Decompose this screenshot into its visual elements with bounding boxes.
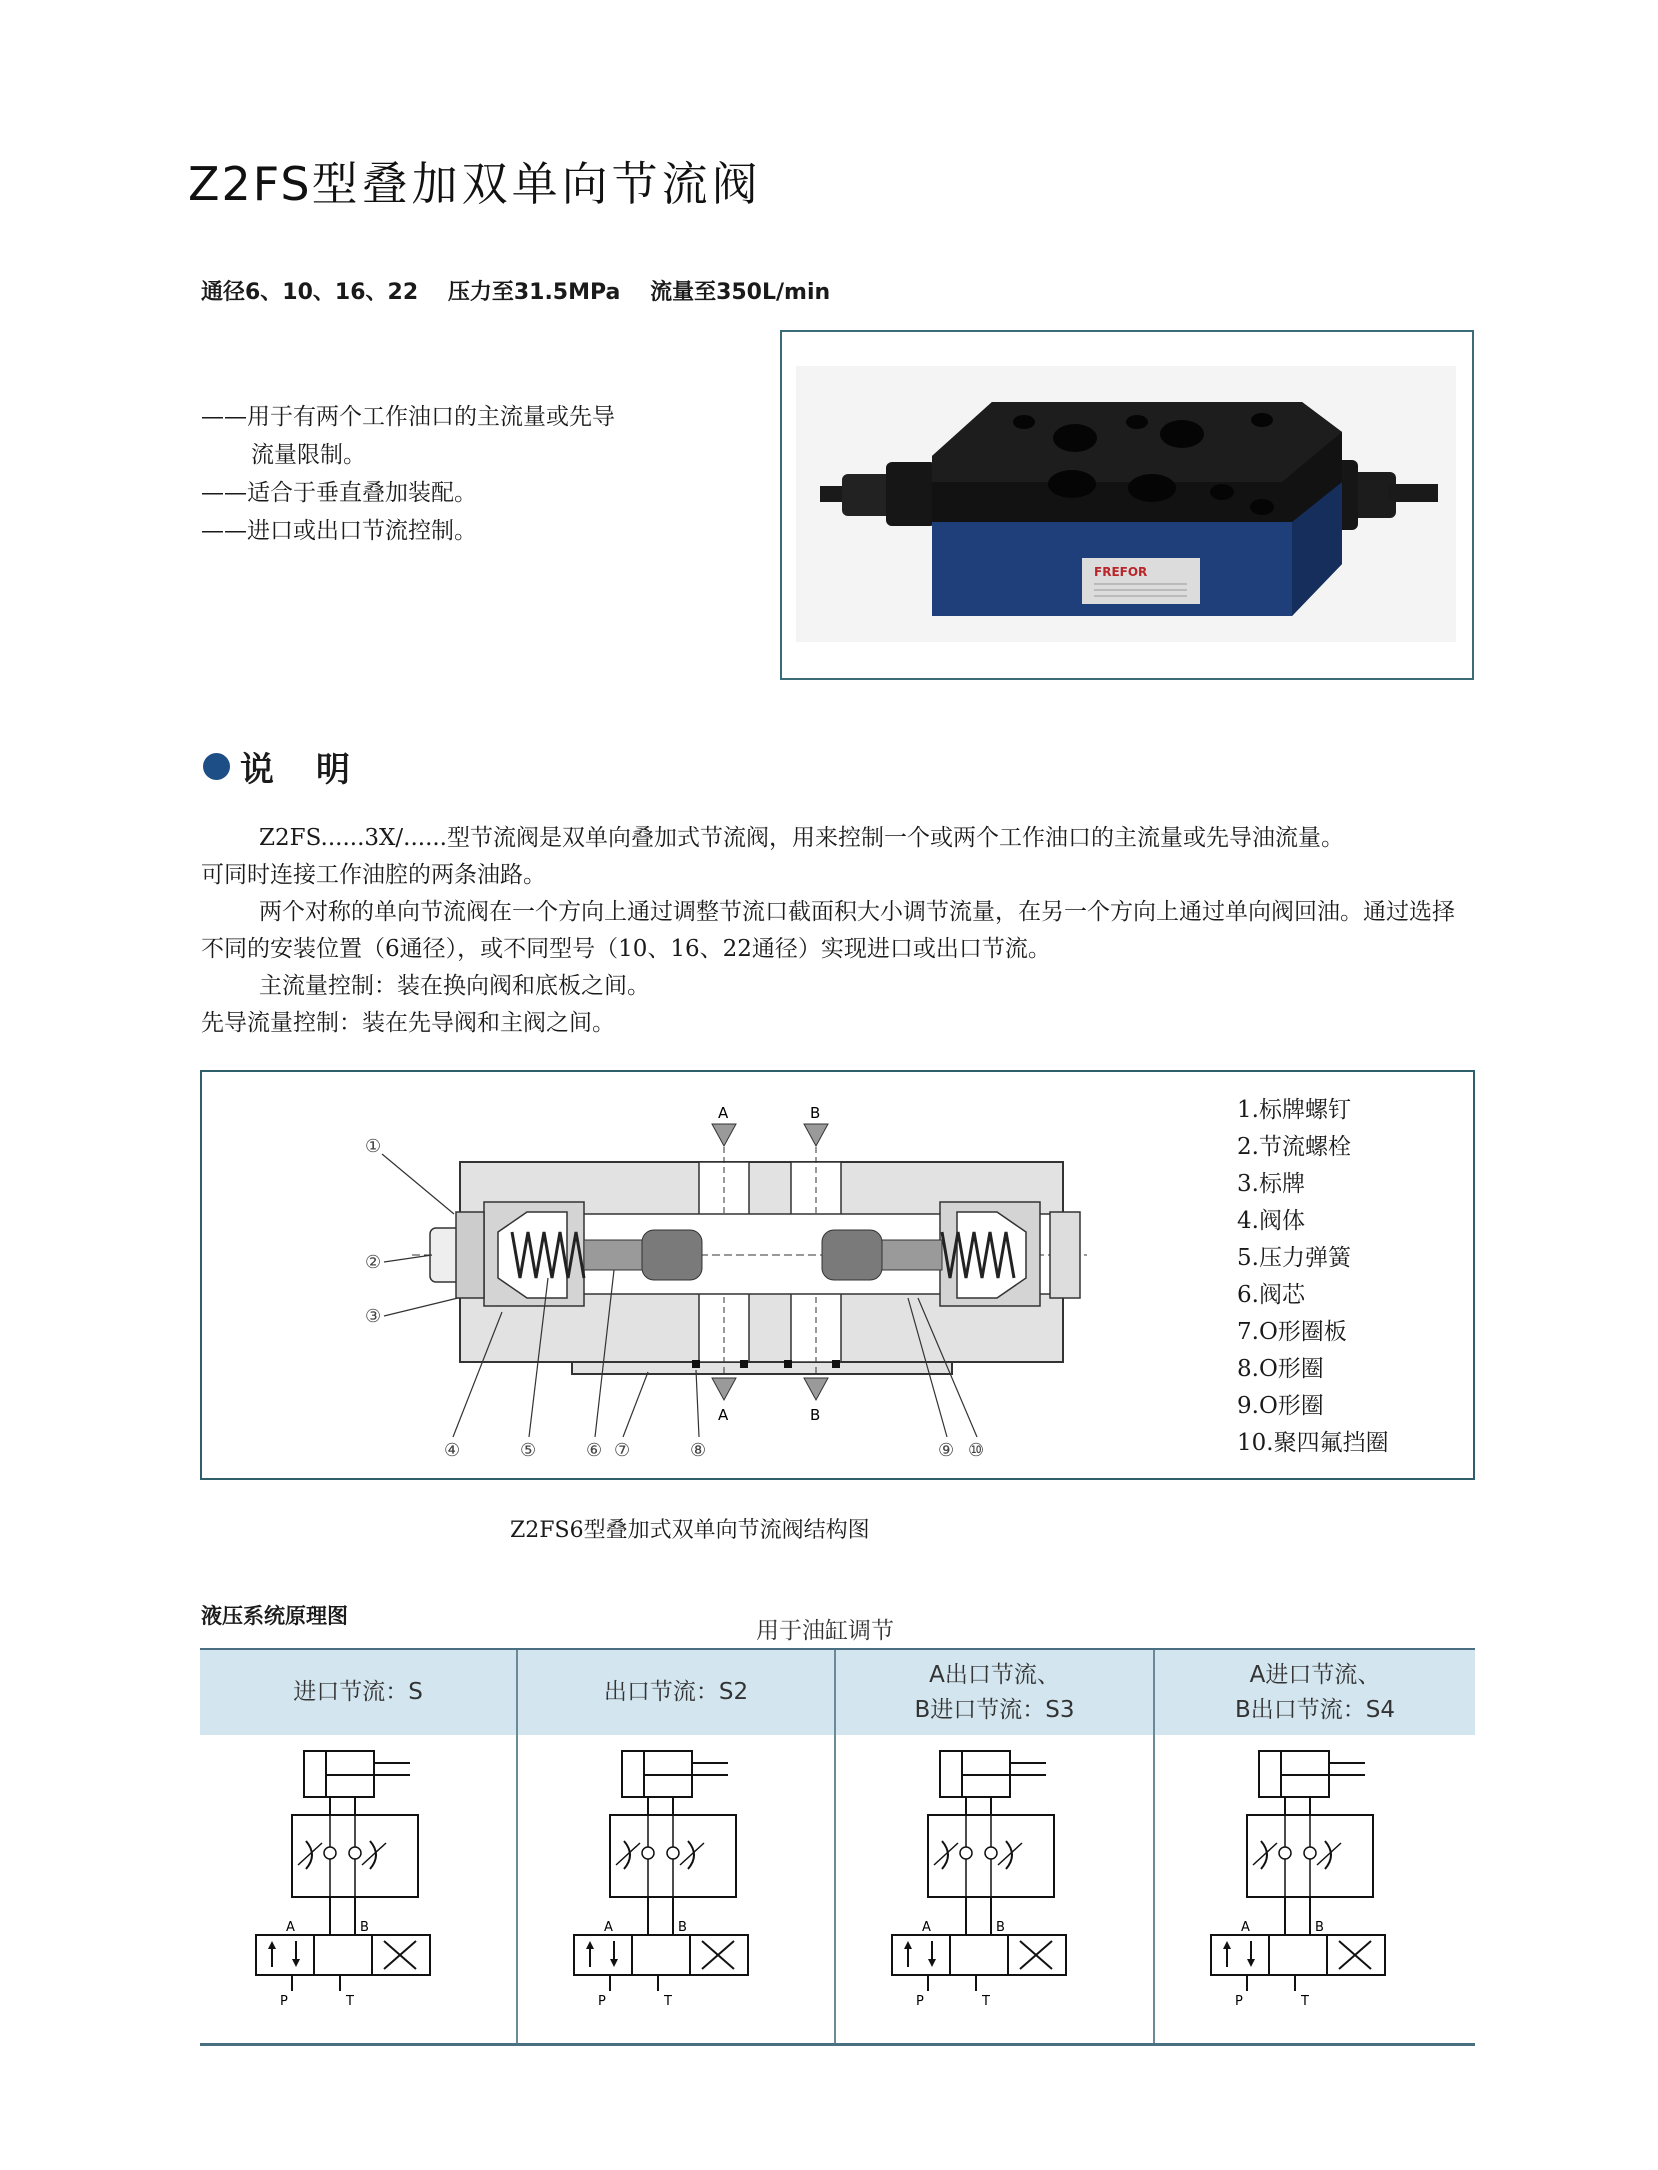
hydraulic-title: 液压系统原理图 — [201, 1604, 348, 1628]
port-a-top-label: A — [718, 1104, 729, 1122]
arrowhead — [610, 1959, 618, 1967]
directional-valve — [574, 1935, 748, 1975]
description — [201, 820, 1471, 1042]
part-item: 3.标牌 — [1237, 1171, 1305, 1197]
desc-paragraph: 主流量控制：装在换向阀和底板之间。 — [259, 973, 650, 999]
port-a-label: A — [1241, 1920, 1250, 1935]
hydraulic-table — [200, 1650, 1475, 2045]
callout-1: ① — [365, 1136, 382, 1157]
page-title — [188, 148, 762, 214]
hydraulic-schematic — [836, 1735, 1152, 2045]
spec-size: 通径6、10、16、22 — [201, 280, 419, 305]
port-a-bottom-label: A — [718, 1406, 729, 1424]
port-b-label: B — [996, 1920, 1005, 1935]
port-p-label: P — [598, 1994, 606, 2009]
hydraulic-column — [836, 1650, 1155, 2045]
hydraulic-column — [200, 1650, 518, 2045]
feature-item-cont: 流量限制。 — [251, 442, 366, 468]
column-header: 进口节流：S — [200, 1650, 516, 1735]
spec-line — [201, 275, 852, 306]
hydraulic-schematic — [518, 1735, 834, 2045]
column-header: A进口节流、 B出口节流：S4 — [1155, 1650, 1475, 1735]
title-model: Z2FS — [188, 157, 312, 211]
part-item: 7.O形圈板 — [1237, 1319, 1347, 1345]
hydraulic-schematic — [1155, 1735, 1471, 2045]
hydraulic-subtitle: 用于油缸调节 — [756, 1618, 894, 1644]
callout-8: ⑧ — [690, 1440, 707, 1461]
port-b-label: B — [678, 1920, 687, 1935]
spec-pressure: 压力至31.5MPa — [447, 280, 621, 305]
title-name: 型叠加双单向节流阀 — [311, 157, 762, 211]
callout-2: ② — [365, 1252, 382, 1273]
feature-item: ——适合于垂直叠加装配。 — [201, 480, 477, 506]
callout-5: ⑤ — [520, 1440, 537, 1461]
structure-caption: Z2FS6型叠加式双单向节流阀结构图 — [510, 1518, 870, 1543]
nameplate-brand: FREFOR — [1094, 565, 1148, 579]
column-header: A出口节流、 B进口节流：S3 — [836, 1650, 1153, 1735]
callout-6: ⑥ — [586, 1440, 603, 1461]
check-ball — [1304, 1847, 1316, 1859]
arrowhead — [268, 1941, 276, 1949]
port-b-top-label: B — [810, 1104, 821, 1122]
table-bottom-rule — [200, 2043, 1475, 2046]
port-t-label: T — [664, 1994, 672, 2009]
port-b-label: B — [1315, 1920, 1324, 1935]
check-ball — [960, 1847, 972, 1859]
hydraulic-column — [1155, 1650, 1475, 2045]
callout-9: ⑨ — [938, 1440, 955, 1461]
desc-paragraph: Z2FS......3X/......型节流阀是双单向叠加式节流阀，用来控制一个或两个工作油口的主流量或先导油流量。 — [259, 825, 1344, 851]
port-t-label: T — [346, 1994, 354, 2009]
feature-item: ——进口或出口节流控制。 — [201, 518, 477, 544]
section-heading-text: 说明 — [240, 750, 392, 790]
bullet-icon — [203, 753, 230, 780]
parts-list — [1237, 1092, 1389, 1462]
product-photo — [782, 332, 1472, 678]
port-a-label: A — [922, 1920, 931, 1935]
feature-item: ——用于有两个工作油口的主流量或先导 — [201, 404, 615, 430]
callout-3: ③ — [365, 1306, 382, 1327]
part-item: 8.O形圈 — [1237, 1356, 1324, 1382]
check-ball — [349, 1847, 361, 1859]
feature-list — [201, 398, 615, 550]
desc-paragraph: 两个对称的单向节流阀在一个方向上通过调整节流口截面积大小调节流量，在另一个方向上通过单向阀回油。通过选择不同的安装位置（6通径），或不同型号（10、16、22通径）实现进口或出口节流。 — [201, 899, 1455, 962]
callout-10: ⑩ — [968, 1440, 985, 1461]
arrowhead — [928, 1959, 936, 1967]
callout-4: ④ — [444, 1440, 461, 1461]
desc-paragraph: 可同时连接工作油腔的两条油路。 — [201, 862, 546, 888]
part-item: 5.压力弹簧 — [1237, 1245, 1351, 1271]
port-t-label: T — [982, 1994, 990, 2009]
port-a-label: A — [604, 1920, 613, 1935]
arrowhead — [292, 1959, 300, 1967]
adjust-screw-right — [1388, 484, 1438, 502]
arrowhead — [904, 1941, 912, 1949]
hydraulic-column — [518, 1650, 836, 2045]
port-b-bottom-label: B — [810, 1406, 821, 1424]
part-item: 2.节流螺栓 — [1237, 1134, 1351, 1160]
check-ball — [667, 1847, 679, 1859]
check-ball — [1279, 1847, 1291, 1859]
spec-flow: 流量至350L/min — [650, 280, 831, 305]
part-item: 10.聚四氟挡圈 — [1237, 1430, 1389, 1456]
product-photo-frame — [780, 330, 1474, 680]
callout-7: ⑦ — [614, 1440, 631, 1461]
port-t-label: T — [1301, 1994, 1309, 2009]
check-ball — [985, 1847, 997, 1859]
column-header: 出口节流：S2 — [518, 1650, 834, 1735]
directional-valve — [256, 1935, 430, 1975]
arrowhead — [1247, 1959, 1255, 1967]
part-item: 6.阀芯 — [1237, 1282, 1305, 1308]
arrowhead — [586, 1941, 594, 1949]
directional-valve — [1211, 1935, 1385, 1975]
part-item: 4.阀体 — [1237, 1208, 1305, 1234]
section-heading — [203, 742, 392, 791]
arrowhead — [1223, 1941, 1231, 1949]
desc-paragraph: 先导流量控制：装在先导阀和主阀之间。 — [201, 1010, 615, 1036]
hydraulic-schematic — [200, 1735, 516, 2045]
port-p-label: P — [1235, 1994, 1243, 2009]
part-item: 9.O形圈 — [1237, 1393, 1324, 1419]
port-p-label: P — [280, 1994, 288, 2009]
check-ball — [324, 1847, 336, 1859]
port-p-label: P — [916, 1994, 924, 2009]
port-b-label: B — [360, 1920, 369, 1935]
port-a-label: A — [286, 1920, 295, 1935]
part-item: 1.标牌螺钉 — [1237, 1097, 1351, 1123]
check-ball — [642, 1847, 654, 1859]
directional-valve — [892, 1935, 1066, 1975]
